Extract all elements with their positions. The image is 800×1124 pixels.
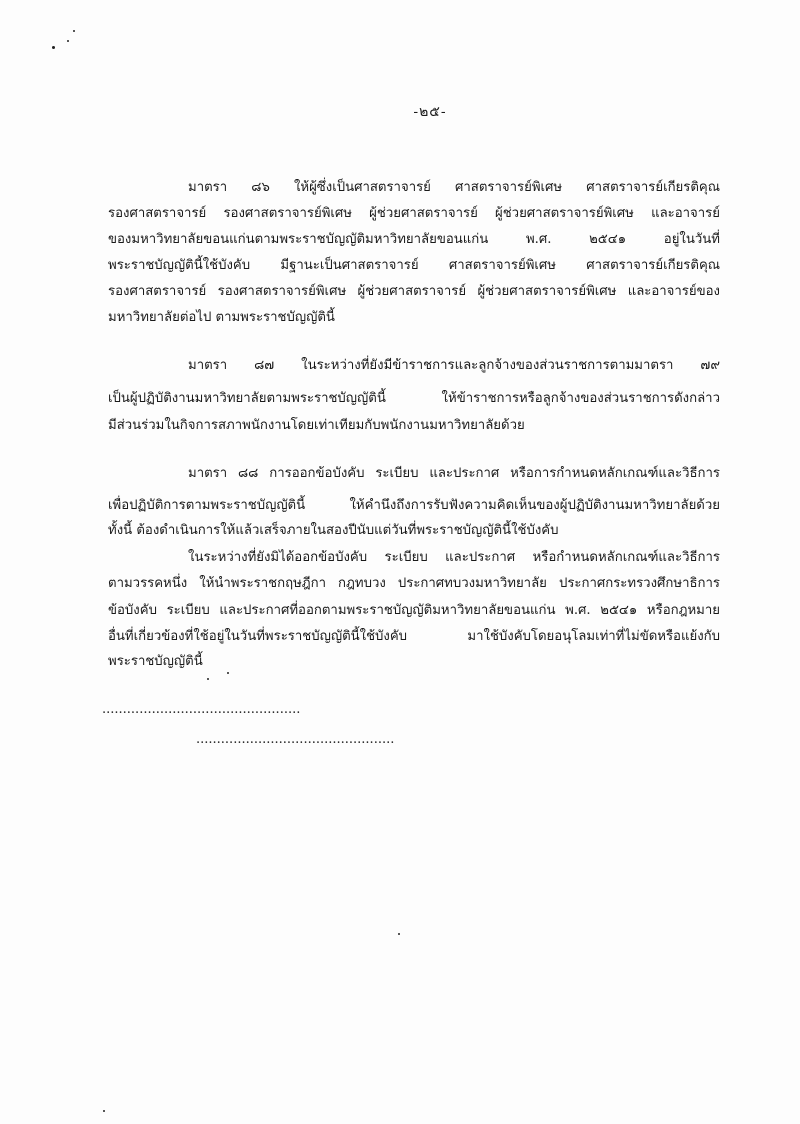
signature-line-2: ................................................ <box>196 732 395 747</box>
section-88-para2-line-5: พระราชบัญญัตินี้ <box>108 654 203 669</box>
scan-speck <box>67 40 69 42</box>
section-86-line-6: มหาวิทยาลัยต่อไป ตามพระราชบัญญัตินี้ <box>108 310 335 325</box>
section-86-line-5: รองศาสตราจารย์ รองศาสตราจารย์พิเศษ ผู้ช่วยศาสตราจารย์ ผู้ช่วยศาสตราจารย์พิเศษ และอาจารย์ของ <box>108 284 720 299</box>
signature-line-1: ................................................ <box>102 702 301 717</box>
section-86-line-1: มาตรา ๘๖ ให้ผู้ซึ่งเป็นศาสตราจารย์ ศาสตราจารย์พิเศษ ศาสตราจารย์เกียรติคุณ <box>188 180 720 195</box>
section-88-para2-line-1: ในระหว่างที่ยังมิได้ออกข้อบังคับ ระเบียบ และประกาศ หรือกำหนดหลักเกณฑ์และวิธีการ <box>188 550 720 565</box>
section-86-line-3: ของมหาวิทยาลัยขอนแก่นตามพระราชบัญญัติมหาวิทยาลัยขอนแก่น พ.ศ. ๒๕๔๑ อยู่ในวันที่ <box>108 232 720 247</box>
section-86-line-2: รองศาสตราจารย์ รองศาสตราจารย์พิเศษ ผู้ช่วยศาสตราจารย์ ผู้ช่วยศาสตราจารย์พิเศษ และอาจารย์ <box>108 206 720 221</box>
section-88-line-2: เพื่อปฏิบัติการตามพระราชบัญญัตินี้ ให้คำนึงถึงการรับฟังความคิดเห็นของผู้ปฏิบัติงานมหาวิทยาลัยด้วย <box>108 498 720 513</box>
section-88-line-3: ทั้งนี้ ต้องดำเนินการให้แล้วเสร็จภายในสองปีนับแต่วันที่พระราชบัญญัตินี้ใช้บังคับ <box>108 523 559 538</box>
section-87-line-2: เป็นผู้ปฏิบัติงานมหาวิทยาลัยตามพระราชบัญญัตินี้ ให้ข้าราชการหรือลูกจ้างของส่วนราชการดังกล่าว <box>108 391 720 406</box>
scan-speck <box>73 30 75 32</box>
scan-speck <box>103 1110 105 1112</box>
scan-speck <box>207 678 209 680</box>
section-88-para2-line-3: ข้อบังคับ ระเบียบ และประกาศที่ออกตามพระราชบัญญัติมหาวิทยาลัยขอนแก่น พ.ศ. ๒๕๔๑ หรือกฎหมาย <box>108 603 720 618</box>
page-number: -๒๕- <box>413 104 447 120</box>
section-87-line-3: มีส่วนร่วมในกิจการสภาพนักงานโดยเท่าเทียมกับพนักงานมหาวิทยาลัยด้วย <box>108 418 525 433</box>
scan-speck <box>398 933 400 935</box>
section-88-para2-line-2: ตามวรรคหนึ่ง ให้นำพระราชกฤษฎีกา กฎทบวง ประกาศทบวงมหาวิทยาลัย ประกาศกระทรวงศึกษาธิการ <box>108 576 720 591</box>
section-86-line-4: พระราชบัญญัตินี้ใช้บังคับ มีฐานะเป็นศาสตราจารย์ ศาสตราจารย์พิเศษ ศาสตราจารย์เกียรติคุณ <box>108 258 720 273</box>
section-88-line-1: มาตรา ๘๘ การออกข้อบังคับ ระเบียบ และประกาศ หรือการกำหนดหลักเกณฑ์และวิธีการ <box>188 466 720 481</box>
scan-speck <box>227 672 229 674</box>
section-88-para2-line-4: อื่นที่เกี่ยวข้องที่ใช้อยู่ในวันที่พระราชบัญญัตินี้ใช้บังคับ มาใช้บังคับโดยอนุโลมเท่าที่ไม่ขัดหรือแย้งกับ <box>108 629 720 644</box>
section-87-line-1: มาตรา ๘๗ ในระหว่างที่ยังมีข้าราชการและลูกจ้างของส่วนราชการตามมาตรา ๗๙ <box>188 358 720 373</box>
scan-speck <box>52 46 55 49</box>
